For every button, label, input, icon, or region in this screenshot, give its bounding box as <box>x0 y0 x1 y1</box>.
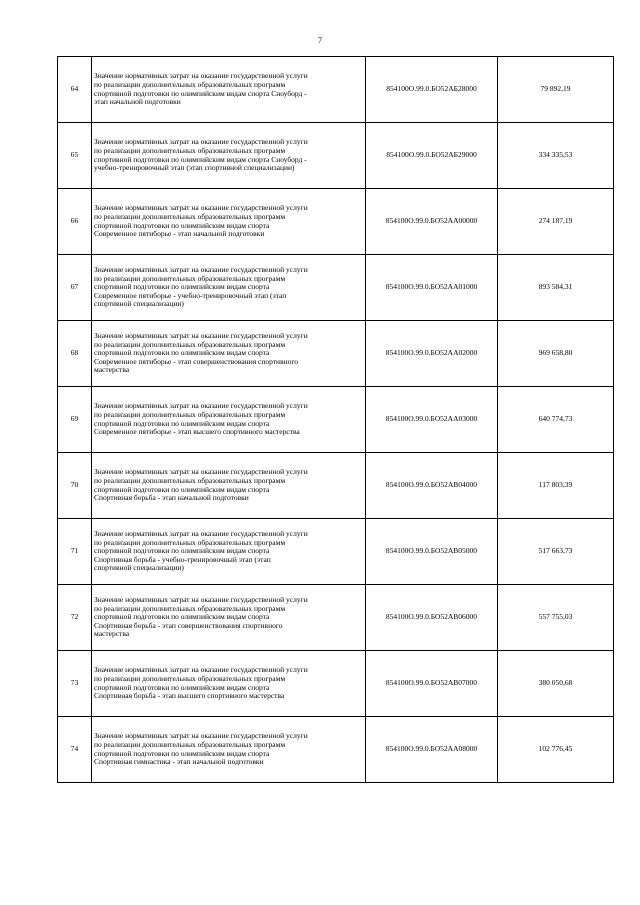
registry-code: 854100О.99.0.БО52АА00000 <box>366 189 498 255</box>
description-line: Спортивная борьба - этап начальной подготовки <box>94 494 249 503</box>
description-line: спортивной подготовки по олимпийским видам спорта <box>94 283 270 292</box>
row-number: 64 <box>58 57 92 123</box>
table-row <box>58 651 614 717</box>
table-row <box>58 321 614 387</box>
description-line: Значение нормативных затрат на оказание государственной услуги <box>94 72 308 81</box>
service-description <box>92 717 366 783</box>
description-line: Значение нормативных затрат на оказание государственной услуги <box>94 732 308 741</box>
registry-code: 854100О.99.0.БО52АА02000 <box>366 321 498 387</box>
cost-value: 274 187,19 <box>498 189 614 255</box>
cost-value: 102 776,45 <box>498 717 614 783</box>
description-line: по реализации дополнительных образовательных программ <box>94 410 286 419</box>
table-row <box>58 387 614 453</box>
description-line: Спортивная гимнастика - этап начальной подготовки <box>94 758 264 767</box>
description-line: спортивной подготовки по олимпийским видам спорта <box>94 419 270 428</box>
description-line: спортивной подготовки по олимпийским видам спорта <box>94 547 270 556</box>
service-description <box>92 255 366 321</box>
description-line: по реализации дополнительных образовательных программ <box>94 80 286 89</box>
row-number: 74 <box>58 717 92 783</box>
registry-code: 854100О.99.0.БО52АВ05000 <box>366 519 498 585</box>
description-line: Значение нормативных затрат на оказание государственной услуги <box>94 204 308 213</box>
description-line: Спортивная борьба - этап высшего спортивного мастерства <box>94 692 285 701</box>
registry-code: 854100О.99.0.БО52АА03000 <box>366 387 498 453</box>
description-line: спортивной подготовки по олимпийским видам спорта <box>94 749 270 758</box>
registry-code: 854100О.99.0.БО52АВ06000 <box>366 585 498 651</box>
description-line: Современное пятиборье - учебно-тренировочный этап (этап <box>94 291 287 300</box>
table-row <box>58 519 614 585</box>
cost-value: 969 658,80 <box>498 321 614 387</box>
description-line: Значение нормативных затрат на оказание государственной услуги <box>94 666 308 675</box>
registry-code: 854100О.99.0.БО52АВ07000 <box>366 651 498 717</box>
row-number: 72 <box>58 585 92 651</box>
service-description <box>92 651 366 717</box>
row-number: 66 <box>58 189 92 255</box>
service-description <box>92 387 366 453</box>
description-line: по реализации дополнительных образовательных программ <box>94 476 286 485</box>
service-description <box>92 123 366 189</box>
normative-costs-table <box>57 56 614 783</box>
description-line: спортивной подготовки по олимпийским видам спорта <box>94 613 270 622</box>
description-line: Значение нормативных затрат на оказание государственной услуги <box>94 332 308 341</box>
description-line: Значение нормативных затрат на оказание государственной услуги <box>94 402 308 411</box>
description-line: Значение нормативных затрат на оказание государственной услуги <box>94 468 308 477</box>
table-row <box>58 717 614 783</box>
description-line: учебно-тренировочный этап (этап спортивной специализации) <box>94 164 295 173</box>
registry-code: 854100О.99.0.БО52АА01000 <box>366 255 498 321</box>
service-description <box>92 519 366 585</box>
row-number: 73 <box>58 651 92 717</box>
registry-code: 854100О.99.0.БО52АБ29000 <box>366 123 498 189</box>
cost-value: 557 755,03 <box>498 585 614 651</box>
registry-code: 854100О.99.0.БО52АА08000 <box>366 717 498 783</box>
description-line: Значение нормативных затрат на оказание государственной услуги <box>94 596 308 605</box>
table-body <box>58 57 614 783</box>
description-line: по реализации дополнительных образовательных программ <box>94 604 286 613</box>
cost-value: 640 774,73 <box>498 387 614 453</box>
cost-value: 517 663,73 <box>498 519 614 585</box>
row-number: 69 <box>58 387 92 453</box>
description-line: этап начальной подготовки <box>94 98 181 107</box>
description-line: спортивной подготовки по олимпийским видам спорта <box>94 683 270 692</box>
table-row <box>58 189 614 255</box>
description-line: по реализации дополнительных образовательных программ <box>94 212 286 221</box>
cost-value: 79 892,19 <box>498 57 614 123</box>
description-line: Современное пятиборье - этап высшего спортивного мастерства <box>94 428 300 437</box>
row-number: 65 <box>58 123 92 189</box>
cost-value: 893 584,31 <box>498 255 614 321</box>
row-number: 67 <box>58 255 92 321</box>
service-description <box>92 189 366 255</box>
cost-value: 380 050,68 <box>498 651 614 717</box>
row-number: 68 <box>58 321 92 387</box>
registry-code: 854100О.99.0.БО52АБ28000 <box>366 57 498 123</box>
description-line: по реализации дополнительных образовательных программ <box>94 340 286 349</box>
table-row <box>58 255 614 321</box>
table-row <box>58 585 614 651</box>
cost-value: 334 335,53 <box>498 123 614 189</box>
row-number: 70 <box>58 453 92 519</box>
description-line: по реализации дополнительных образовательных программ <box>94 274 286 283</box>
description-line: по реализации дополнительных образовательных программ <box>94 740 286 749</box>
service-description <box>92 453 366 519</box>
registry-code: 854100О.99.0.БО52АВ04000 <box>366 453 498 519</box>
description-line: по реализации дополнительных образовательных программ <box>94 674 286 683</box>
description-line: Современное пятиборье - этап начальной подготовки <box>94 230 265 239</box>
cost-value: 117 803,39 <box>498 453 614 519</box>
service-description <box>92 585 366 651</box>
description-line: спортивной подготовки по олимпийским видам спорта <box>94 221 270 230</box>
description-line: мастерства <box>94 366 130 375</box>
description-line: Современное пятиборье - этап совершенствования спортивного <box>94 357 299 366</box>
description-line: спортивной подготовки по олимпийским видам спорта <box>94 349 270 358</box>
description-line: спортивной подготовки по олимпийским видам спорта <box>94 485 270 494</box>
description-line: Значение нормативных затрат на оказание государственной услуги <box>94 530 308 539</box>
description-line: спортивной специализации) <box>94 300 184 309</box>
description-line: по реализации дополнительных образовательных программ <box>94 146 286 155</box>
table-row <box>58 57 614 123</box>
description-line: мастерства <box>94 630 130 639</box>
service-description <box>92 321 366 387</box>
description-line: по реализации дополнительных образовательных программ <box>94 538 286 547</box>
description-line: Значение нормативных затрат на оказание государственной услуги <box>94 138 308 147</box>
description-line: спортивной подготовки по олимпийским видам спорта Сноуборд - <box>94 89 307 98</box>
description-line: спортивной подготовки по олимпийским видам спорта Сноуборд - <box>94 155 307 164</box>
description-line: Спортивная борьба - учебно-тренировочный этап (этап <box>94 555 271 564</box>
row-number: 71 <box>58 519 92 585</box>
description-line: спортивной специализации) <box>94 564 184 573</box>
service-description <box>92 57 366 123</box>
page-number: 7 <box>318 36 322 45</box>
description-line: Спортивная борьба - этап совершенствования спортивного <box>94 621 283 630</box>
table-row <box>58 453 614 519</box>
table-row <box>58 123 614 189</box>
description-line: Значение нормативных затрат на оказание государственной услуги <box>94 266 308 275</box>
